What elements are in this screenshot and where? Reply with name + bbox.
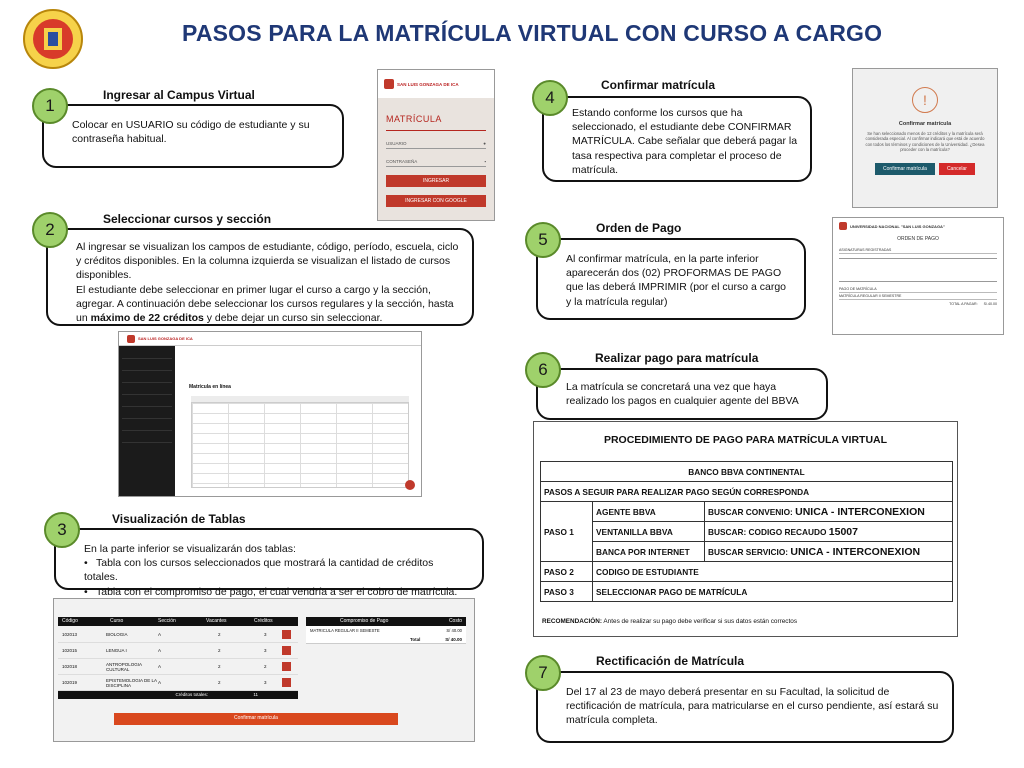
payment-order-screenshot	[832, 217, 1004, 335]
agente-label: AGENTE BBVA	[593, 502, 705, 522]
login-screenshot	[377, 69, 495, 221]
table-row	[58, 675, 298, 691]
step-2-number: 2	[32, 212, 68, 248]
internet-label: BANCA POR INTERNET	[593, 542, 705, 562]
step-4-title: Confirmar matrícula	[601, 78, 716, 92]
cell-vacancies: 2	[218, 632, 221, 637]
tables-screenshot	[53, 598, 475, 742]
confirm-dialog-screenshot	[852, 68, 998, 208]
courses-table-header-labels	[62, 618, 298, 624]
step-3-bullet: • Tabla con los cursos seleccionados que mostrará la cantidad de créditos totales.	[84, 556, 470, 584]
courses-section-title: Matrícula en línea	[189, 384, 231, 390]
internet-action	[705, 542, 953, 562]
remove-course-button[interactable]	[282, 646, 291, 655]
login-title: MATRÍCULA	[386, 114, 442, 124]
confirm-dialog-buttons	[853, 163, 997, 175]
login-pass-label: CONTRASEÑA	[386, 159, 418, 164]
sidebar-item[interactable]	[122, 350, 172, 359]
step-2-text-bold: máximo de 22 créditos	[90, 311, 204, 324]
step-7-title: Rectificación de Matrícula	[596, 654, 745, 668]
confirm-dialog-text: Se han seleccionado menos de 12 créditos y la matrícula será considerada especial. Al confirmar indicará que está de acuerdo con todos los términos y condiciones de la Universidad. ¿Desea proceder con la matrícula?	[865, 131, 985, 153]
page-title: PASOS PARA LA MATRÍCULA VIRTUAL CON CURSO A CARGO	[182, 20, 883, 46]
step-3-list	[84, 556, 470, 599]
table-row	[541, 582, 953, 602]
step-2-text-3: y debe dejar un curso sin seleccionar.	[203, 311, 383, 324]
step-5-box	[536, 238, 806, 320]
payment-recommendation	[542, 618, 797, 625]
step-2-title: Seleccionar cursos y sección	[103, 212, 272, 226]
cell-course: ANTROPOLOGIA CULTURAL	[106, 661, 142, 672]
login-brand: SAN LUIS GONZAGA DE ICA	[397, 81, 459, 87]
ventanilla-action-prefix: BUSCAR: CODIGO RECAUDO	[708, 526, 829, 537]
table-row	[58, 627, 298, 643]
login-logo-icon	[384, 79, 394, 89]
courses-sidebar	[119, 346, 175, 496]
bank-name: BANCO BBVA CONTINENTAL	[541, 462, 953, 482]
courses-brand: SAN LUIS GONZAGA DE ICA	[138, 336, 193, 341]
step-2-text-2: El estudiante debe seleccionar en primer lugar el curso a cargo y la sección, agregar. A continuación debe seleccionar los cursos regulares y la sección, hasta un	[76, 283, 454, 324]
payment-procedure-panel	[533, 421, 958, 637]
cancel-button[interactable]: Cancelar	[939, 163, 975, 175]
confirm-dialog-title: Confirmar matrícula	[898, 121, 952, 127]
table-row	[541, 522, 953, 542]
step-1-number: 1	[32, 88, 68, 124]
table-row	[541, 542, 953, 562]
step-6-box	[536, 368, 828, 420]
courses-logo-icon	[127, 335, 135, 343]
cell-code: 102015	[62, 648, 78, 653]
credits-total-value: 11	[253, 692, 258, 697]
table-row	[58, 643, 298, 659]
cell-section: A	[158, 648, 162, 653]
sidebar-item[interactable]	[122, 410, 172, 419]
step-6-text: La matrícula se concretará una vez que haya realizado los pagos en cualquier agente del BBVA	[566, 381, 799, 408]
step-3-intro: En la parte inferior se visualizarán dos tablas:	[84, 543, 296, 555]
cell-section: A	[158, 680, 162, 685]
paso-1-label: PASO 1	[541, 502, 593, 562]
step-2-text-1: Al ingresar se visualizan los campos de estudiante, código, período, escuela, ciclo y créditos disponibles. En la columna izquierda se visualizan el listado de cursos disponibles.	[76, 241, 459, 282]
step-6-number: 6	[525, 352, 561, 388]
payment-total-value: S/ 40.00	[445, 637, 462, 642]
remove-course-button[interactable]	[282, 662, 291, 671]
table-row	[541, 482, 953, 502]
cell-course: EPISTEMOLOGIA DE LA DISCIPLINA	[106, 677, 157, 688]
cell-section: A	[158, 632, 162, 637]
th-vacancies: Vacantes	[206, 618, 227, 624]
order-row: MATRÍCULA REGULAR II SEMESTRE	[839, 293, 997, 300]
cell-credits: 2	[264, 664, 267, 669]
cell-credits: 3	[264, 680, 267, 685]
step-1-title: Ingresar al Campus Virtual	[103, 88, 255, 102]
agente-action	[705, 502, 953, 522]
steps-header: PASOS A SEGUIR PARA REALIZAR PAGO SEGÚN CORRESPONDA	[541, 482, 953, 502]
paso-3-label: PASO 3	[541, 582, 593, 602]
step-1-text: Colocar en USUARIO su código de estudiante y su contraseña habitual.	[72, 119, 310, 146]
sidebar-item[interactable]	[122, 422, 172, 431]
payment-item: MATRICULA REGULAR II SEMESTE	[310, 628, 380, 633]
step-5-title: Orden de Pago	[596, 221, 682, 235]
course-selection-screenshot	[118, 331, 422, 497]
order-title: ORDEN DE PAGO	[897, 236, 939, 242]
order-brand: UNIVERSIDAD NACIONAL "SAN LUIS GONZAGA"	[850, 223, 945, 229]
order-logo-icon	[839, 222, 847, 230]
remove-course-button[interactable]	[282, 630, 291, 639]
order-total-row	[839, 302, 997, 306]
step-7-number: 7	[525, 655, 561, 691]
university-logo	[22, 8, 84, 70]
step-7-box	[536, 671, 954, 743]
cell-credits: 3	[264, 648, 267, 653]
cell-course: LENGUA I	[106, 648, 127, 653]
cell-vacancies: 2	[218, 664, 221, 669]
payment-cost: S/ 40.00	[446, 628, 462, 633]
internet-action-value: UNICA - INTERCONEXION	[790, 545, 921, 558]
cell-code: 102019	[62, 680, 78, 685]
step-3-box	[54, 528, 484, 598]
confirm-button[interactable]: Confirmar matrícula	[875, 163, 935, 175]
cell-course: BIOLOGIA	[106, 632, 128, 637]
sidebar-item[interactable]	[122, 386, 172, 395]
user-icon: ●	[483, 141, 486, 146]
google-login-button[interactable]: INGRESAR CON GOOGLE	[386, 195, 486, 207]
sidebar-item[interactable]	[122, 398, 172, 407]
step-3-number: 3	[44, 512, 80, 548]
th-cost: Costo	[448, 618, 462, 624]
order-header	[839, 222, 997, 230]
order-row: ASIGNATURAS REGISTRADAS	[839, 247, 997, 254]
table-row	[541, 562, 953, 582]
th-code: Código	[62, 618, 78, 624]
remove-course-button[interactable]	[282, 678, 291, 687]
courses-header	[119, 332, 421, 346]
order-course-list	[839, 258, 997, 282]
courses-table-body	[58, 627, 298, 691]
step-7-text: Del 17 al 23 de mayo deberá presentar en su Facultad, la solicitud de rectificación de matrícula, para matricularse en el curso pendiente, así estará su matrícula completa.	[566, 686, 939, 727]
step-2-box	[46, 228, 474, 326]
cell-section: A	[158, 664, 162, 669]
th-course: Curso	[110, 618, 124, 624]
sidebar-item[interactable]	[122, 374, 172, 383]
cell-vacancies: 2	[218, 648, 221, 653]
ventanilla-action-value: 15007	[828, 525, 858, 538]
step-4-number: 4	[532, 80, 568, 116]
schedule-grid	[191, 402, 409, 488]
credits-total-label: Créditos totales:	[175, 692, 208, 697]
order-row: PAGO DE MATRÍCULA	[839, 286, 997, 293]
table-row	[58, 659, 298, 675]
sidebar-item[interactable]	[122, 362, 172, 371]
internet-action-prefix: BUSCAR SERVICIO:	[708, 546, 791, 557]
login-pass-field[interactable]	[386, 159, 486, 167]
paso-2-text: CODIGO DE ESTUDIANTE	[593, 562, 953, 582]
courses-fab-button[interactable]	[405, 480, 415, 490]
recommendation-label: RECOMENDACIÓN:	[542, 618, 602, 625]
th-payment: Compromiso de Pago	[340, 618, 389, 624]
payment-row-content	[310, 628, 462, 633]
order-total-label: TOTAL A PAGAR:	[949, 302, 978, 306]
table-row	[541, 502, 953, 522]
recommendation-text: Antes de realizar su pago debe verificar si sus datos están correctos	[602, 618, 798, 625]
step-4-text: Estando conforme los cursos que ha seleccionado, el estudiante debe CONFIRMAR MATRÍCULA. Cabe señalar que deberá pagar la tasa respectiva para completar el proceso de matrícula.	[572, 107, 798, 176]
paso-2-label: PASO 2	[541, 562, 593, 582]
sidebar-item[interactable]	[122, 434, 172, 443]
step-1-box	[42, 104, 344, 168]
ventanilla-label: VENTANILLA BBVA	[593, 522, 705, 542]
th-credits: Créditos	[254, 618, 273, 624]
step-4-box	[542, 96, 812, 182]
paso-3-text: SELECCIONAR PAGO DE MATRÍCULA	[593, 582, 953, 602]
credits-total-row	[58, 692, 298, 697]
payment-table-header-labels	[310, 618, 462, 624]
step-2-text-2-wrap	[76, 283, 460, 326]
lock-icon: ▪	[484, 159, 486, 164]
agente-action-value: UNICA - INTERCONEXION	[795, 505, 925, 518]
cell-code: 102018	[62, 664, 78, 669]
order-total-value: S/.40.00	[983, 302, 997, 306]
cell-vacancies: 2	[218, 680, 221, 685]
payment-total-label: Total	[410, 637, 421, 642]
step-5-text: Al confirmar matrícula, en la parte inferior aparecerán dos (02) PROFORMAS DE PAGO que las deberá IMPRIMIR (por el curso a cargo y la matrícula regular)	[566, 253, 787, 308]
login-button[interactable]: INGRESAR	[386, 175, 486, 187]
step-3-title: Visualización de Tablas	[112, 512, 246, 526]
payment-procedure-title: PROCEDIMIENTO DE PAGO PARA MATRÍCULA VIRTUAL	[603, 434, 888, 446]
login-user-field[interactable]	[386, 141, 486, 149]
cell-credits: 3	[264, 632, 267, 637]
login-user-label: USUARIO	[386, 141, 407, 146]
login-header	[378, 70, 494, 98]
payment-total-row	[410, 637, 462, 642]
step-5-number: 5	[525, 222, 561, 258]
th-section: Sección	[158, 618, 176, 624]
table-row	[541, 462, 953, 482]
step-3-bullet: • Tabla con el compromiso de pago, el cual vendría a ser el cobro de matrícula.	[84, 585, 470, 599]
step-6-title: Realizar pago para matrícula	[595, 351, 759, 365]
warning-icon: !	[912, 87, 938, 113]
confirm-enrollment-label: Confirmar matrícula	[234, 715, 278, 721]
login-divider	[386, 130, 486, 131]
cell-code: 102013	[62, 632, 78, 637]
ventanilla-action	[705, 522, 953, 542]
payment-procedure-table	[540, 461, 953, 602]
agente-action-prefix: BUSCAR CONVENIO:	[708, 506, 796, 517]
